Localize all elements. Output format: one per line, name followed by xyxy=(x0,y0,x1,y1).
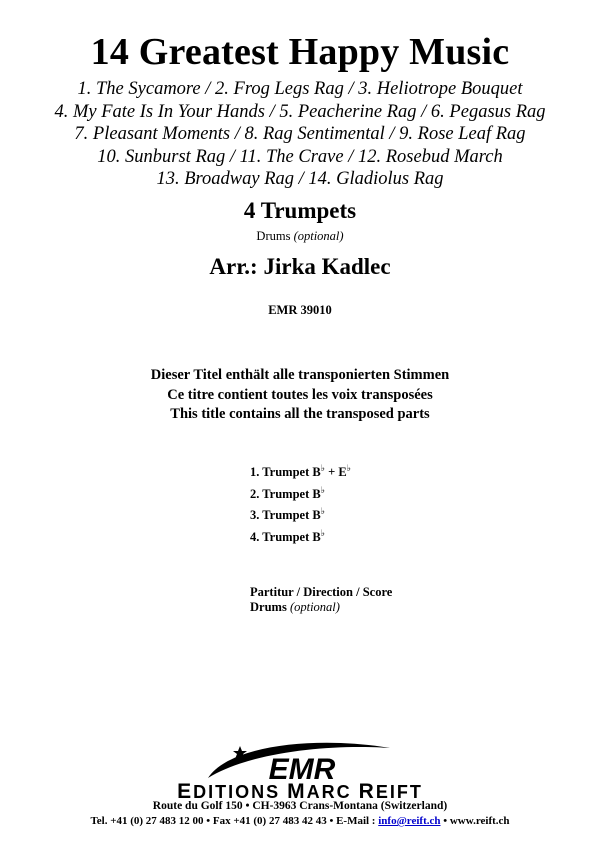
page-title: 14 Greatest Happy Music xyxy=(90,31,510,73)
score-drums: Drums (optional) xyxy=(250,600,340,614)
publisher-address: Route du Golf 150 • CH-3963 Crans-Montana (Switzerland) xyxy=(152,800,448,812)
logo-text: EMR xyxy=(268,753,336,786)
track-line: 4. My Fate Is In Your Hands / 5. Peacherine Rag / 6. Pegasus Rag xyxy=(54,101,546,122)
track-line: 13. Broadway Rag / 14. Gladiolus Rag xyxy=(156,169,444,190)
track-line: 10. Sunburst Rag / 11. The Crave / 12. Rosebud March xyxy=(97,146,503,167)
publisher-contact: Tel. +41 (0) 27 483 12 00 • Fax +41 (0) 27 483 42 43 • E-Mail : info@reift.ch • www.reift.ch xyxy=(90,815,510,827)
drums-note xyxy=(0,229,600,244)
track-line: 1. The Sycamore / 2. Frog Legs Rag / 3. Heliotrope Bouquet xyxy=(77,79,523,99)
language-note-de: Dieser Titel enthält alle transponierten Stimmen xyxy=(150,367,450,383)
part-item: 1. Trumpet B♭ + E♭ xyxy=(250,463,351,479)
part-item: 4. Trumpet B♭ xyxy=(250,527,325,544)
track-list xyxy=(0,78,600,191)
arranger: Arr.: Jirka Kadlec xyxy=(209,254,391,279)
language-note-en: This title contains all the transposed parts xyxy=(170,406,430,422)
parts-list xyxy=(250,462,351,548)
score-block xyxy=(250,585,392,615)
language-note-fr: Ce titre contient toutes les voix transposées xyxy=(167,386,433,403)
email-link[interactable]: info@reift.ch xyxy=(378,815,441,827)
part-item: 3. Trumpet B♭ xyxy=(250,506,325,522)
emr-logo xyxy=(200,738,400,786)
track-line: 7. Pleasant Moments / 8. Rag Sentimental / 9. Rose Leaf Rag xyxy=(74,124,526,145)
emr-logo-graphic xyxy=(200,738,400,786)
part-item: 2. Trumpet B♭ xyxy=(250,484,325,501)
publisher-name: EDITIONS MARC REIFT xyxy=(177,780,423,803)
drums-label: Drums xyxy=(256,229,291,243)
instrumentation: 4 Trumpets xyxy=(243,198,357,223)
catalog-code: EMR 39010 xyxy=(268,303,332,317)
optional-label: (optional) xyxy=(293,229,344,243)
language-notes xyxy=(0,366,600,425)
score-label: Partitur / Direction / Score xyxy=(250,585,393,599)
